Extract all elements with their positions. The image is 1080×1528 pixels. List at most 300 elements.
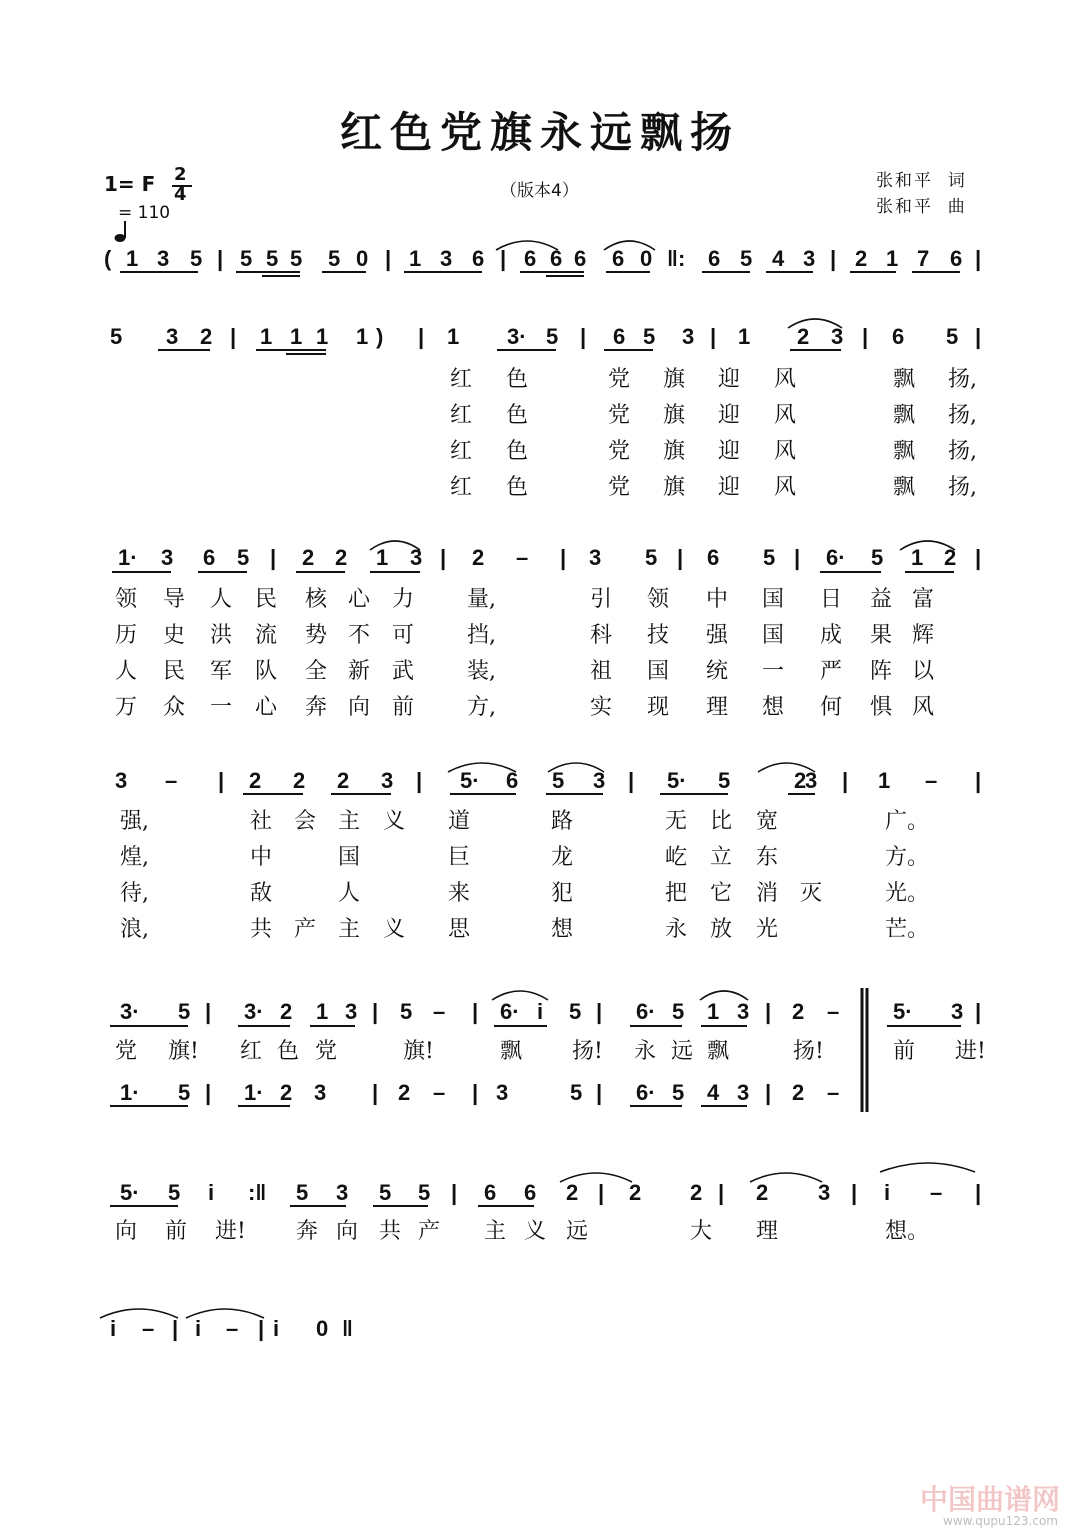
barline: ‖ xyxy=(342,1316,353,1341)
slur-arc xyxy=(880,1163,975,1172)
note-digit: 3 xyxy=(589,545,602,570)
lyric-syllable: 势 xyxy=(305,623,328,648)
note-digit: 3 xyxy=(737,999,750,1024)
lyric-syllable: 扬, xyxy=(948,403,977,428)
lyric-syllable: 主 xyxy=(338,809,361,834)
lyric-syllable: 义 xyxy=(383,917,406,942)
note-digit: 5 xyxy=(190,246,203,271)
note-digit: 5 xyxy=(237,545,250,570)
lyric-syllable: 方, xyxy=(467,695,496,720)
lyric-syllable: 人 xyxy=(210,587,233,612)
lyric-syllable: 成 xyxy=(820,623,843,648)
lyric-syllable: 奔 xyxy=(296,1219,319,1244)
lyric-syllable: 领 xyxy=(647,587,670,612)
note-digit: 1 xyxy=(126,246,139,271)
note-digit: i xyxy=(273,1316,280,1341)
lyric-syllable: 光 xyxy=(756,917,779,942)
note-digit: – xyxy=(165,768,178,793)
lyric-syllable: 严 xyxy=(820,659,843,684)
lyric-syllable: 量, xyxy=(467,587,496,612)
lyric-syllable: 来 xyxy=(448,881,471,906)
barline: | xyxy=(218,768,225,793)
lyric-syllable: 迎 xyxy=(718,475,741,500)
lyric-syllable: 科 xyxy=(590,623,613,648)
note-digit: 6 xyxy=(613,324,626,349)
note-digit: 5 xyxy=(946,324,959,349)
note-digit: 2 xyxy=(280,1080,293,1105)
note-digit: – xyxy=(925,768,938,793)
lyric-syllable: 实 xyxy=(590,695,613,720)
barline: | xyxy=(451,1180,458,1205)
lyric-syllable: 风 xyxy=(774,367,797,392)
lyric-syllable: 扬! xyxy=(572,1039,603,1064)
note-digit: – xyxy=(827,1080,840,1105)
barline: | xyxy=(830,246,837,271)
barline: | xyxy=(975,1180,982,1205)
lyric-syllable: 现 xyxy=(647,695,670,720)
barline: | xyxy=(710,324,717,349)
lyric-syllable: 众 xyxy=(163,695,186,720)
barline: | xyxy=(205,999,212,1024)
lyric-syllable: 风 xyxy=(912,695,935,720)
lyric-syllable: 敌 xyxy=(250,881,273,906)
lyric-syllable: 进! xyxy=(955,1039,986,1064)
note-digit: 3 xyxy=(805,768,818,793)
note-digit: 3 xyxy=(593,768,606,793)
lyric-syllable: 中 xyxy=(706,587,729,612)
note-digit: 2 xyxy=(690,1180,703,1205)
lyric-syllable: 扬, xyxy=(948,439,977,464)
lyric-syllable: 党 xyxy=(115,1039,138,1064)
barline: | xyxy=(794,545,801,570)
lyric-syllable: 奔 xyxy=(305,695,328,720)
note-digit: 1 xyxy=(409,246,422,271)
note-digit: 5 xyxy=(546,324,559,349)
lyric-syllable: 引 xyxy=(590,587,613,612)
note-digit: 6· xyxy=(826,545,846,570)
lyric-syllable: 向 xyxy=(348,695,371,720)
note-digit: 6 xyxy=(892,324,905,349)
note-digit: 5 xyxy=(569,999,582,1024)
lyric-syllable: 思 xyxy=(448,917,471,942)
lyric-syllable: 人 xyxy=(338,881,361,906)
lyric-syllable: 共 xyxy=(379,1219,402,1244)
lyric-syllable: 民 xyxy=(163,659,186,684)
lyric-syllable: 党 xyxy=(608,439,631,464)
note-digit: – xyxy=(433,999,446,1024)
barline: | xyxy=(500,246,507,271)
lyric-syllable: 扬, xyxy=(948,367,977,392)
lyric-syllable: 无 xyxy=(665,809,688,834)
note-digit: 1 xyxy=(447,324,460,349)
lyric-syllable: 党 xyxy=(315,1039,338,1064)
watermark-url: www.qupu123.com xyxy=(943,1514,1058,1528)
barline: | xyxy=(975,545,982,570)
lyric-syllable: 强, xyxy=(120,809,149,834)
barline: | xyxy=(975,768,982,793)
lyric-syllable: 迎 xyxy=(718,403,741,428)
lyric-syllable: 迎 xyxy=(718,439,741,464)
lyric-syllable: 装, xyxy=(467,659,496,684)
barline: | xyxy=(258,1316,265,1341)
note-digit: 3 xyxy=(831,324,844,349)
note-digit: i xyxy=(195,1316,202,1341)
key-signature: 1= F xyxy=(104,172,156,196)
barline: | xyxy=(596,999,603,1024)
note-digit: i xyxy=(110,1316,117,1341)
lyric-syllable: 放 xyxy=(710,917,733,942)
barline: | xyxy=(217,246,224,271)
note-digit: 1 xyxy=(316,999,329,1024)
note-digit: 6· xyxy=(636,999,656,1024)
lyric-syllable: 果 xyxy=(870,623,893,648)
note-digit: 5 xyxy=(552,768,565,793)
lyric-syllable: 风 xyxy=(774,403,797,428)
note-digit: 5· xyxy=(667,768,687,793)
barline: | xyxy=(765,999,772,1024)
note-digit: 5 xyxy=(110,324,123,349)
note-digit: 6 xyxy=(550,246,563,271)
note-digit: 5 xyxy=(763,545,776,570)
lyric-syllable: 旗! xyxy=(168,1039,199,1064)
lyric-syllable: 向 xyxy=(115,1219,138,1244)
lyric-syllable: 理 xyxy=(756,1219,779,1244)
note-digit: 2 xyxy=(335,545,348,570)
note-digit: – xyxy=(516,545,529,570)
lyric-syllable: 浪, xyxy=(120,917,149,942)
note-digit: 5 xyxy=(296,1180,309,1205)
lyric-syllable: 会 xyxy=(294,809,317,834)
note-digit: 3 xyxy=(345,999,358,1024)
lyric-syllable: 想 xyxy=(762,695,785,720)
lyric-syllable: 东 xyxy=(756,845,779,870)
score-title: 红色党旗永远飘扬 xyxy=(339,108,740,157)
note-digit: 6 xyxy=(612,246,625,271)
lyric-syllable: 流 xyxy=(255,623,278,648)
note-digit: 5 xyxy=(379,1180,392,1205)
note-digit: 3 xyxy=(803,246,816,271)
lyric-syllable: 导 xyxy=(163,587,186,612)
lyric-syllable: 红 xyxy=(450,367,473,392)
barline: | xyxy=(472,999,479,1024)
lyric-syllable: 扬! xyxy=(793,1039,824,1064)
barline: :‖ xyxy=(248,1180,267,1205)
note-digit: 2 xyxy=(794,768,807,793)
lyric-syllable: 国 xyxy=(338,845,361,870)
lyric-syllable: 心 xyxy=(255,695,278,720)
lyric-syllable: 祖 xyxy=(590,659,613,684)
lyric-syllable: 党 xyxy=(608,475,631,500)
note-digit: 2 xyxy=(566,1180,579,1205)
lyric-syllable: 道 xyxy=(448,809,471,834)
lyric-syllable: 心 xyxy=(348,587,371,612)
note-digit: 6 xyxy=(707,545,720,570)
note-digit: 4 xyxy=(772,246,785,271)
note-digit: 3· xyxy=(244,999,264,1024)
lyric-syllable: 想 xyxy=(551,917,574,942)
lyric-syllable: 全 xyxy=(305,659,328,684)
barline: | xyxy=(842,768,849,793)
lyric-syllable: 向 xyxy=(336,1219,359,1244)
note-digit: 3 xyxy=(115,768,128,793)
note-digit: 3 xyxy=(410,545,423,570)
note-digit: 3 xyxy=(440,246,453,271)
note-digit: 2 xyxy=(280,999,293,1024)
barline: | xyxy=(851,1180,858,1205)
note-digit: 2 xyxy=(200,324,213,349)
lyric-syllable: 一 xyxy=(762,659,785,684)
lyric-syllable: 煌, xyxy=(120,845,149,870)
note-digit: 3 xyxy=(737,1080,750,1105)
note-digit: 4 xyxy=(707,1080,720,1105)
note-digit: 5 xyxy=(240,246,253,271)
lyric-syllable: 前 xyxy=(392,695,415,720)
note-digit: 3 xyxy=(166,324,179,349)
note-digit: 0 xyxy=(640,246,653,271)
lyric-syllable: 旗 xyxy=(663,475,686,500)
lyric-syllable: 远 xyxy=(566,1219,589,1244)
lyricist-credit: 张和平 词 xyxy=(876,171,967,191)
lyric-syllable: 广。 xyxy=(885,809,930,834)
note-digit: 5 xyxy=(643,324,656,349)
note-digit: 1 xyxy=(878,768,891,793)
note-digit: 6 xyxy=(203,545,216,570)
note-digit: 2 xyxy=(792,1080,805,1105)
lyric-syllable: 队 xyxy=(255,659,278,684)
barline: | xyxy=(862,324,869,349)
note-digit: 5 xyxy=(718,768,731,793)
lyric-syllable: 万 xyxy=(115,695,138,720)
note-digit: 2 xyxy=(629,1180,642,1205)
note-digit: 0 xyxy=(316,1316,329,1341)
lyric-syllable: 路 xyxy=(551,809,574,834)
note-digit: 2 xyxy=(792,999,805,1024)
lyric-syllable: 党 xyxy=(608,367,631,392)
note-digit: 6 xyxy=(574,246,587,271)
note-digit: 3 xyxy=(161,545,174,570)
note-digit: 2 xyxy=(797,324,810,349)
lyric-syllable: 方。 xyxy=(885,845,930,870)
note-digit: 5· xyxy=(460,768,480,793)
lyric-syllable: 产 xyxy=(294,917,317,942)
lyric-syllable: 可 xyxy=(392,623,415,648)
lyric-syllable: 芒。 xyxy=(885,917,930,942)
note-digit: 3 xyxy=(951,999,964,1024)
barline: | xyxy=(385,246,392,271)
note-digit: 1 xyxy=(290,324,303,349)
note-digit: 1· xyxy=(118,545,138,570)
note-digit: 3· xyxy=(507,324,527,349)
note-digit: 2 xyxy=(398,1080,411,1105)
note-digit: 1 xyxy=(911,545,924,570)
barline: | xyxy=(598,1180,605,1205)
lyric-syllable: 日 xyxy=(820,587,843,612)
lyric-syllable: 国 xyxy=(762,623,785,648)
lyric-syllable: 国 xyxy=(647,659,670,684)
note-digit: 2 xyxy=(337,768,350,793)
barline: | xyxy=(418,324,425,349)
lyric-syllable: 挡, xyxy=(467,623,496,648)
barline: | xyxy=(580,324,587,349)
lyric-syllable: 史 xyxy=(163,623,186,648)
note-digit: 1· xyxy=(244,1080,264,1105)
lyric-syllable: 远 xyxy=(671,1039,694,1064)
lyric-syllable: 阵 xyxy=(870,659,893,684)
note-digit: 6 xyxy=(506,768,519,793)
note-digit: 3 xyxy=(682,324,695,349)
note-digit: 5 xyxy=(672,1080,685,1105)
lyric-syllable: 一 xyxy=(210,695,233,720)
lyric-syllable: 社 xyxy=(250,809,273,834)
note-digit: 6 xyxy=(708,246,721,271)
lyric-syllable: 消 xyxy=(756,881,779,906)
lyric-syllable: 比 xyxy=(710,809,733,834)
lyric-syllable: 风 xyxy=(774,475,797,500)
lyric-syllable: 中 xyxy=(250,845,273,870)
lyric-syllable: 宽 xyxy=(756,809,779,834)
lyric-syllable: 益 xyxy=(870,587,893,612)
lyric-syllable: 色 xyxy=(506,475,529,500)
lyric-syllable: 不 xyxy=(348,623,371,648)
note-digit: 0 xyxy=(356,246,369,271)
barline: | xyxy=(416,768,423,793)
lyric-syllable: 红 xyxy=(240,1039,263,1064)
lyric-syllable: 色 xyxy=(506,403,529,428)
barline: | xyxy=(718,1180,725,1205)
lyric-syllable: 犯 xyxy=(551,881,574,906)
lyric-syllable: 飘 xyxy=(893,367,916,392)
lyric-syllable: 洪 xyxy=(210,623,233,648)
barline: | xyxy=(372,1080,379,1105)
lyric-syllable: 领 xyxy=(115,587,138,612)
lyric-syllable: 红 xyxy=(450,439,473,464)
lyric-syllable: 待, xyxy=(120,881,149,906)
lyric-syllable: 旗 xyxy=(663,439,686,464)
lyric-syllable: 统 xyxy=(706,659,729,684)
lyric-syllable: 人 xyxy=(115,659,138,684)
note-digit: 1 xyxy=(738,324,751,349)
lyric-syllable: 惧 xyxy=(870,695,893,720)
note-digit: i xyxy=(208,1180,215,1205)
lyric-syllable: 理 xyxy=(706,695,729,720)
note-digit: 6 xyxy=(484,1180,497,1205)
note-digit: 1· xyxy=(120,1080,140,1105)
lyric-syllable: 屹 xyxy=(665,845,688,870)
version-label: （版本4） xyxy=(500,181,579,201)
note-digit: 5 xyxy=(871,545,884,570)
barline: | xyxy=(172,1316,179,1341)
barline: | xyxy=(472,1080,479,1105)
barline: | xyxy=(440,545,447,570)
note-digit: 5· xyxy=(120,1180,140,1205)
watermark-logo: 中国曲谱网 xyxy=(919,1483,1060,1516)
note-digit: 1 xyxy=(886,246,899,271)
note-digit: 5 xyxy=(266,246,279,271)
barline: | xyxy=(975,999,982,1024)
note-digit: 6· xyxy=(636,1080,656,1105)
lyric-syllable: 历 xyxy=(115,623,138,648)
note-digit: 6 xyxy=(524,246,537,271)
note-digit: 5 xyxy=(418,1180,431,1205)
note-digit: 5 xyxy=(645,545,658,570)
note-digit: 3 xyxy=(336,1180,349,1205)
lyric-syllable: 党 xyxy=(608,403,631,428)
note-digit: 3 xyxy=(818,1180,831,1205)
lyric-syllable: 永 xyxy=(634,1039,657,1064)
note-digit: 5 xyxy=(178,999,191,1024)
lyric-syllable: 强 xyxy=(706,623,729,648)
lyric-syllable: 飘 xyxy=(893,439,916,464)
barline: | xyxy=(372,999,379,1024)
barline: ‖: xyxy=(667,246,686,271)
note-digit: 2 xyxy=(293,768,306,793)
lyric-syllable: 核 xyxy=(305,587,328,612)
note-digit: 6· xyxy=(500,999,520,1024)
barline: | xyxy=(975,246,982,271)
lyric-syllable: 红 xyxy=(450,475,473,500)
lyric-syllable: 它 xyxy=(710,881,733,906)
lyric-syllable: 龙 xyxy=(551,845,574,870)
note-digit: 3 xyxy=(496,1080,509,1105)
lyric-syllable: 旗 xyxy=(663,367,686,392)
note-digit: 5 xyxy=(400,999,413,1024)
lyric-syllable: 军 xyxy=(210,659,233,684)
lyric-syllable: 产 xyxy=(418,1219,441,1244)
lyric-syllable: 国 xyxy=(762,587,785,612)
note-digit: 3 xyxy=(157,246,170,271)
note-digit: 6 xyxy=(472,246,485,271)
note-digit: 3 xyxy=(314,1080,327,1105)
lyric-syllable: 飘 xyxy=(707,1039,730,1064)
note-digit: 2 xyxy=(472,545,485,570)
lyric-syllable: 大 xyxy=(690,1219,713,1244)
lyric-syllable: 富 xyxy=(912,587,935,612)
note-digit: – xyxy=(827,999,840,1024)
lyric-syllable: 以 xyxy=(912,659,935,684)
lyric-syllable: 力 xyxy=(392,587,415,612)
lyric-syllable: 技 xyxy=(647,623,670,648)
note-digit: – xyxy=(142,1316,155,1341)
lyric-syllable: 进! xyxy=(215,1219,246,1244)
note-digit: 2 xyxy=(249,768,262,793)
lyric-syllable: 前 xyxy=(893,1039,916,1064)
lyric-syllable: 色 xyxy=(506,439,529,464)
note-digit: i xyxy=(884,1180,891,1205)
barline: | xyxy=(628,768,635,793)
lyric-syllable: 武 xyxy=(392,659,415,684)
lyric-syllable: 风 xyxy=(774,439,797,464)
lyric-syllable: 共 xyxy=(250,917,273,942)
note-digit: 5 xyxy=(290,246,303,271)
lyric-syllable: 前 xyxy=(165,1219,188,1244)
note-digit: 5 xyxy=(570,1080,583,1105)
lyric-syllable: 灭 xyxy=(800,881,823,906)
note-digit: 7 xyxy=(917,246,930,271)
time-signature-bottom: 4 xyxy=(174,184,187,205)
lyric-syllable: 红 xyxy=(450,403,473,428)
tempo-marking: = 110 xyxy=(118,203,171,223)
lyric-syllable: 立 xyxy=(710,845,733,870)
lyric-syllable: 飘 xyxy=(893,403,916,428)
note-digit: – xyxy=(930,1180,943,1205)
lyric-syllable: 何 xyxy=(820,695,843,720)
lyric-syllable: 色 xyxy=(506,367,529,392)
note-digit: 5 xyxy=(178,1080,191,1105)
lyric-syllable: 飘 xyxy=(500,1039,523,1064)
lyric-syllable: 想。 xyxy=(885,1219,930,1244)
barline: | xyxy=(975,324,982,349)
barline: | xyxy=(270,545,277,570)
